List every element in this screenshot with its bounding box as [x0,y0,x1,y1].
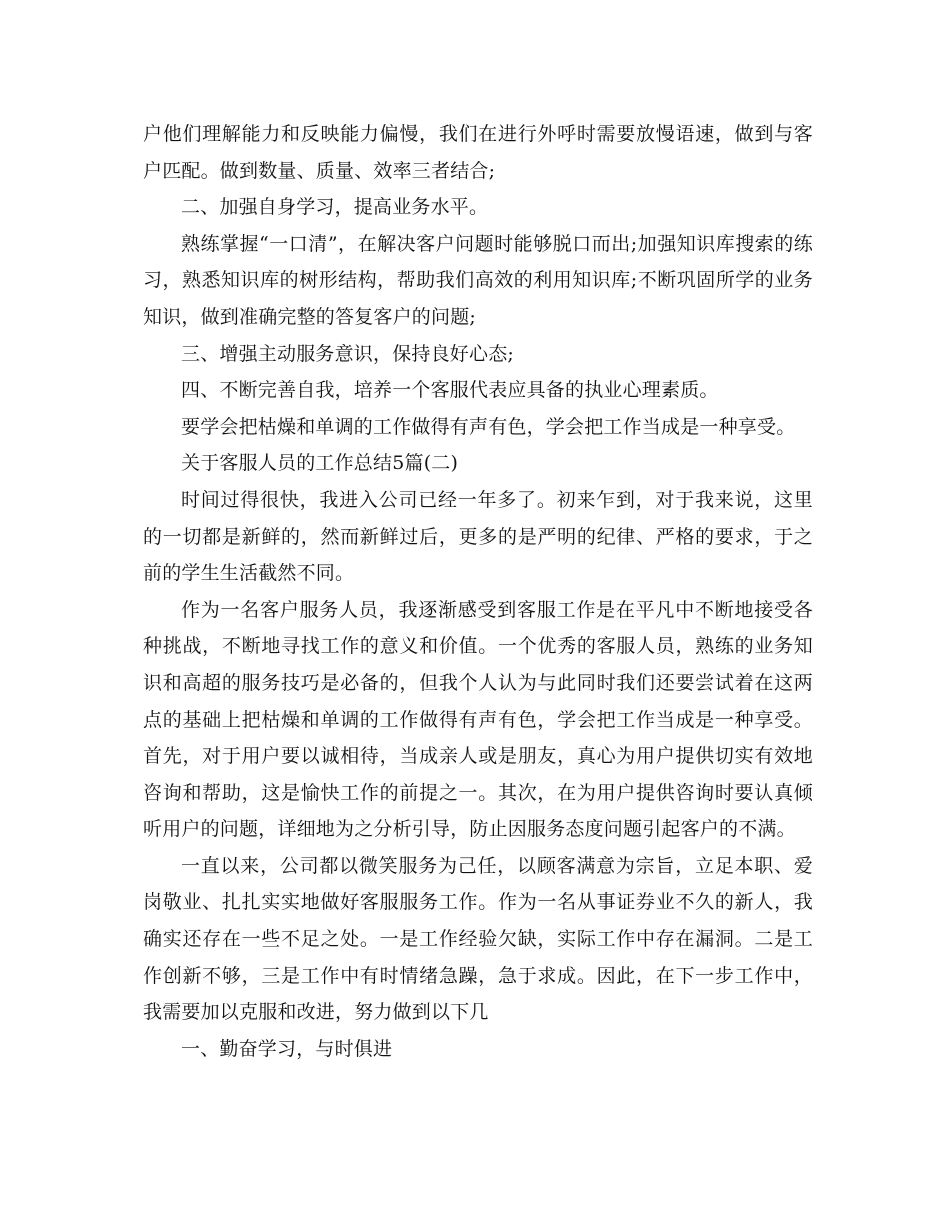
document-body [143,116,813,1067]
paragraph-continuation: 户他们理解能力和反映能力偏慢，我们在进行外呼时需要放慢语速，做到与客户匹配。做到数量、质量、效率三者结合; [143,123,813,182]
paragraph-heading-1: 一、勤奋学习，与时俱进 [181,1037,393,1060]
paragraph: 作为一名客户服务人员，我逐渐感受到客服工作是在平凡中不断地接受各种挑战，不断地寻找工作的意义和价值。一个优秀的客服人员，熟练的业务知识和高超的服务技巧是必备的，但我个人认为与此同时我们还要尝试着在这两点的基础上把枯燥和单调的工作做得有声有色，学会把工作当成是一种享受。首先，对于用户要以诚相待，当成亲人或是朋友，真心为用户提供切实有效地咨询和帮助，这是愉快工作的前提之一。其次，在为用户提供咨询时要认真倾听用户的问题，详细地为之分析引导，防止因服务态度问题引起客户的不满。 [143,598,813,841]
paragraph-heading-3: 三、增强主动服务意识，保持良好心态; [181,342,515,365]
paragraph-heading-4: 四、不断完善自我，培养一个客服代表应具备的执业心理素质。 [181,379,719,402]
paragraph-heading-2: 二、加强自身学习，提高业务水平。 [181,196,489,219]
paragraph: 一直以来，公司都以微笑服务为己任，以顾客满意为宗旨，立足本职、爱岗敬业、扎扎实实地做好客服服务工作。作为一名从事证券业不久的新人，我确实还存在一些不足之处。一是工作经验欠缺，实际工作中存在漏洞。二是工作创新不够，三是工作中有时情绪急躁，急于求成。因此，在下一步工作中，我需要加以克服和改进，努力做到以下几 [143,854,813,1024]
paragraph: 要学会把枯燥和单调的工作做得有声有色，学会把工作当成是一种享受。 [181,415,796,438]
paragraph: 熟练掌握“一口清”，在解决客户问题时能够脱口而出;加强知识库搜索的练习，熟悉知识库的树形结构，帮助我们高效的利用知识库;不断巩固所学的业务知识，做到准确完整的答复客户的问题; [143,232,813,328]
paragraph: 时间过得很快，我进入公司已经一年多了。初来乍到，对于我来说，这里的一切都是新鲜的，然而新鲜过后，更多的是严明的纪律、严格的要求，于之前的学生生活截然不同。 [143,488,813,585]
section-title: 关于客服人员的工作总结5篇(二) [181,452,459,475]
